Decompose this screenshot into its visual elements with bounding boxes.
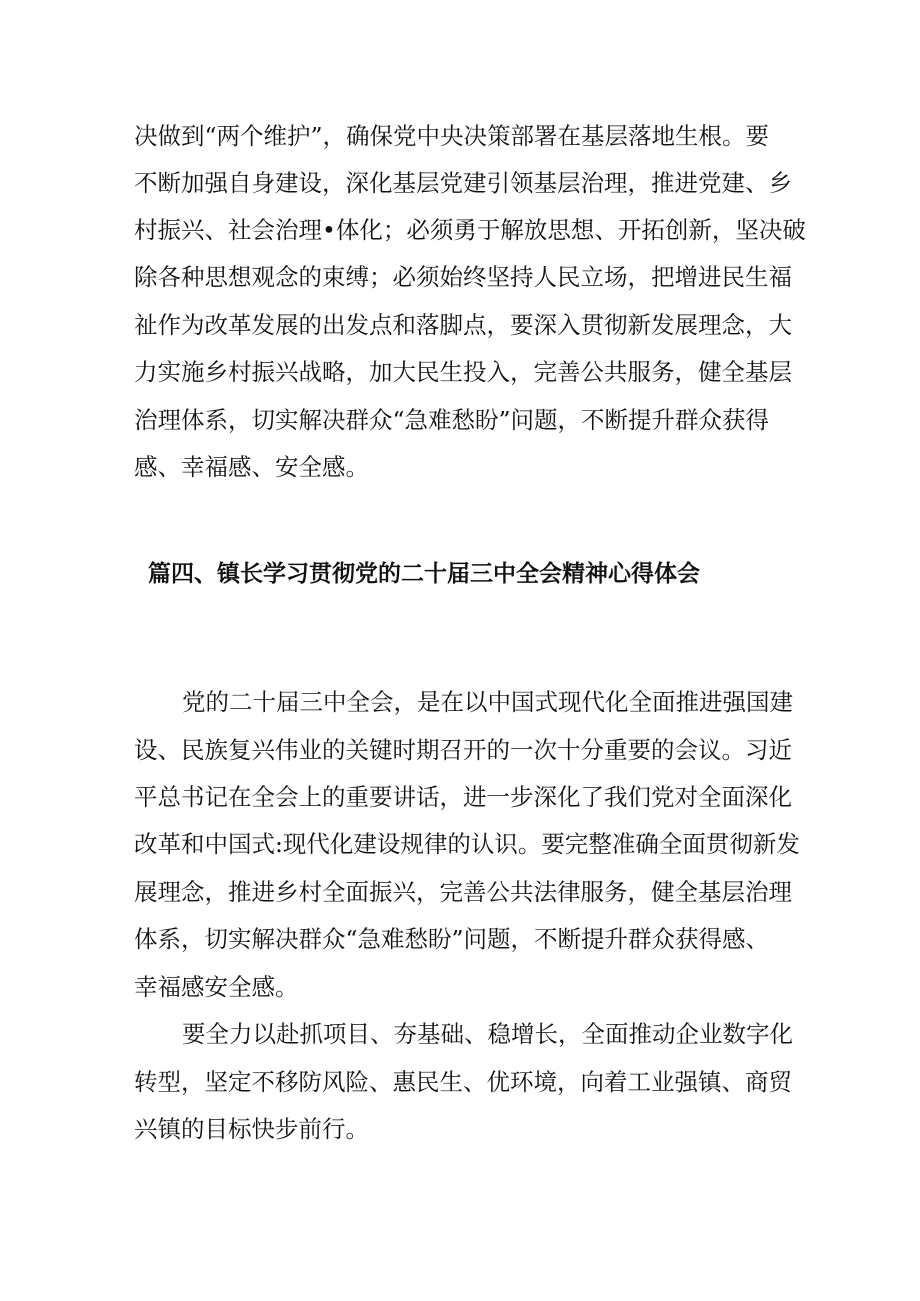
paragraph-2-line-3: 兴镇的目标快步前行。 [134, 1115, 369, 1143]
paragraph-2-line-2: 转型，坚定不移防风险、惠民生、优环境，向着工业强镇、商贸 [134, 1068, 792, 1096]
paragraph-1-line-7: 幸福感安全感。 [134, 973, 299, 1001]
continuation-line-2: 不断加强自身建设，深化基层党建引领基层治理，推进党建、乡 [134, 169, 792, 197]
continuation-line-6: 力实施乡村振兴战略，加大民生投入，完善公共服务，健全基层 [134, 358, 792, 386]
continuation-line-5: 祉作为改革发展的出发点和落脚点，要深入贯彻新发展理念，大 [134, 311, 792, 339]
paragraph-1-line-2: 设、民族复兴伟业的关键时期召开的一次十分重要的会议。习近 [134, 736, 792, 764]
continuation-line-7: 治理体系，切实解决群众“急难愁盼”问题，不断提升群众获得 [134, 406, 770, 434]
paragraph-1-line-1: 党的二十届三中全会，是在以中国式现代化全面推进强国建 [182, 688, 793, 716]
paragraph-1-line-6: 体系，切实解决群众“急难愁盼”问题，不断提升群众获得感、 [134, 925, 770, 953]
continuation-line-8: 感、幸福感、安全感。 [134, 453, 369, 481]
paragraph-1-line-5: 展理念，推进乡村全面振兴，完善公共法律服务，健全基层治理 [134, 878, 792, 906]
continuation-line-3: 村振兴、社会治理•体化；必须勇于解放思想、开拓创新，坚决破 [134, 216, 806, 244]
continuation-line-4: 除各种思想观念的束缚；必须始终坚持人民立场，把增进民生福 [134, 263, 792, 291]
paragraph-1-line-3: 平总书记在全会上的重要讲话，进一步深化了我们党对全面深化 [134, 783, 792, 811]
section-heading: 篇四、镇长学习贯彻党的二十届三中全会精神心得体会 [148, 561, 700, 587]
paragraph-2-line-1: 要全力以赴抓项目、夯基础、稳增长，全面推动企业数字化 [182, 1020, 793, 1048]
paragraph-1-line-4: 改革和中国式:现代化建设规律的认识。要完整准确全面贯彻新发 [134, 830, 800, 858]
continuation-line-1: 决做到“两个维护”，确保党中央决策部署在基层落地生根。要 [134, 122, 770, 150]
